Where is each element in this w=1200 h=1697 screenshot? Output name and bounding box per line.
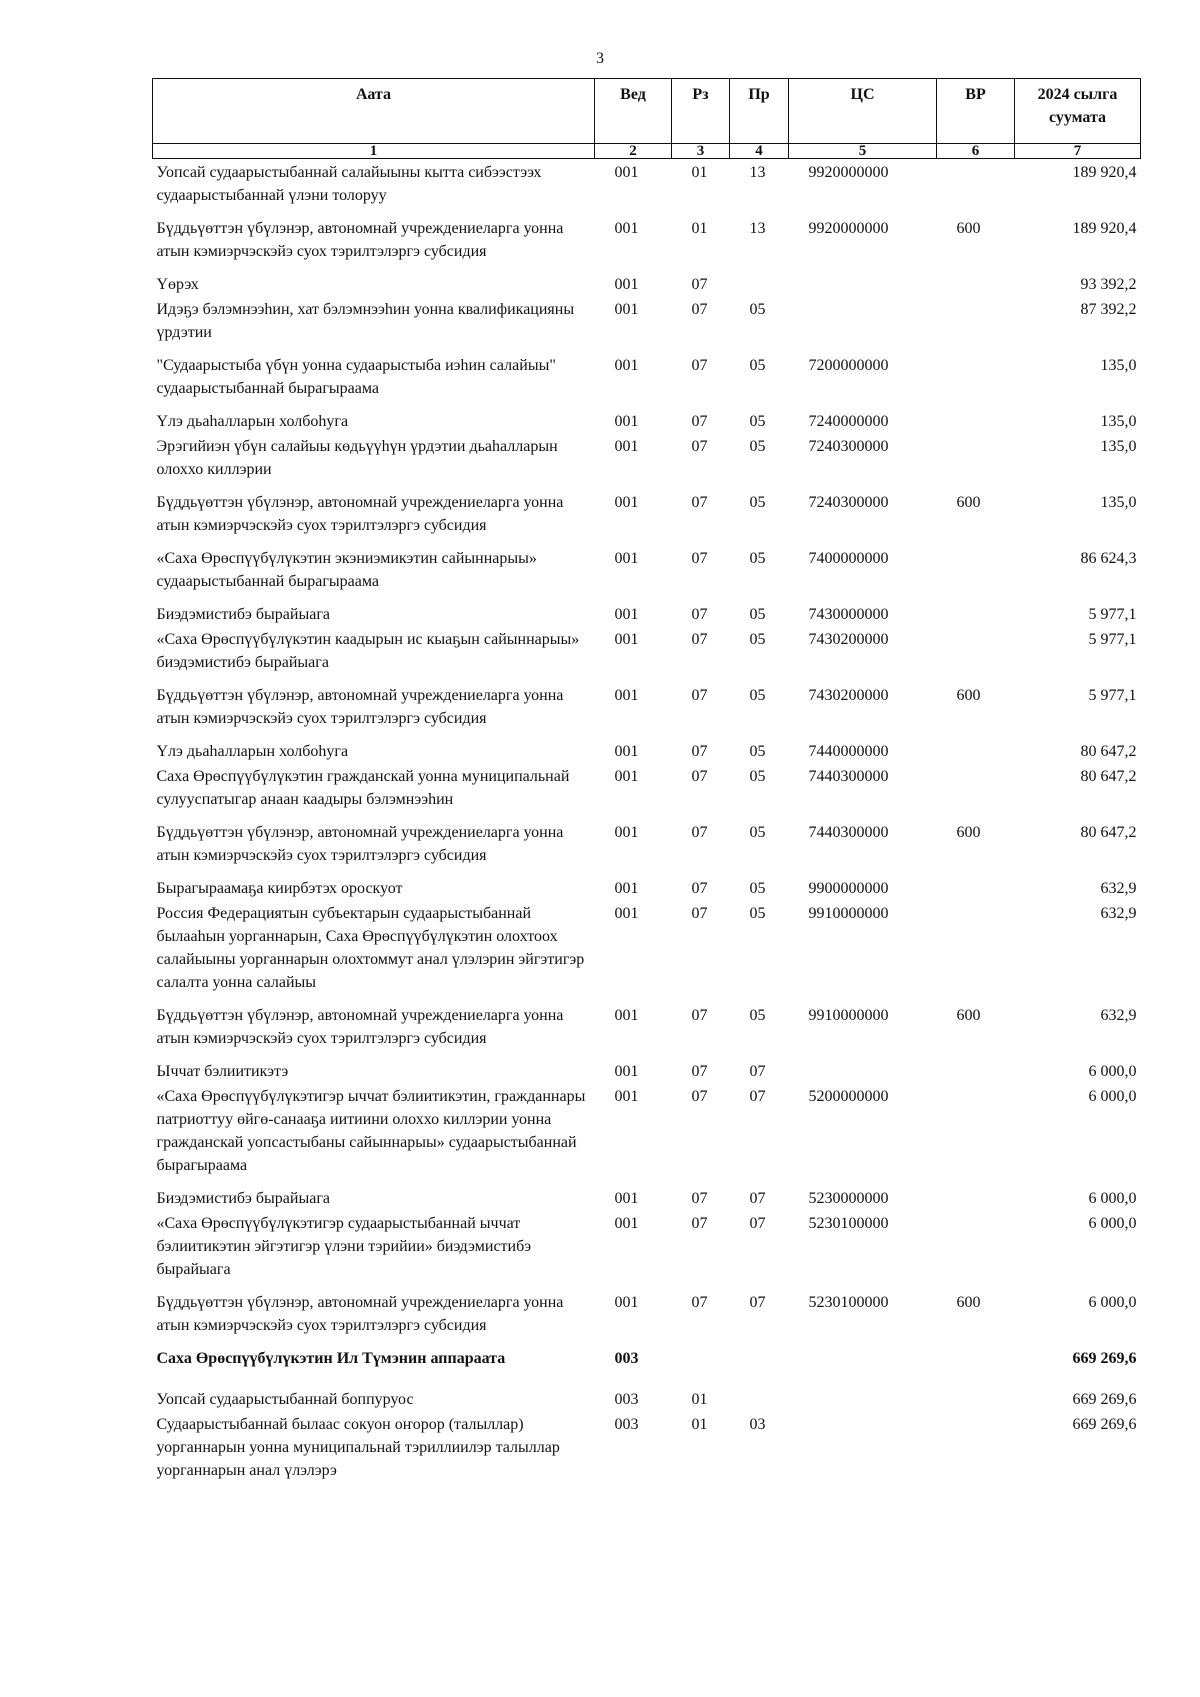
row-cs: 9920000000 xyxy=(808,164,889,181)
row-ved: 001 xyxy=(614,631,639,648)
row-pr: 05 xyxy=(749,631,766,648)
row-pr: 07 xyxy=(749,1294,766,1311)
row-cs: 7440300000 xyxy=(808,768,889,785)
row-name: «Саха Өрөспүүбүлүкэтигэр судаарыстыбаннай ыччат бэлиитикэтин эйгэтигэр үлэни тэрийии» биэдэмистибэ бырайыага xyxy=(156,1215,532,1278)
table-row xyxy=(153,1345,1141,1386)
row-cs: 5230100000 xyxy=(808,1215,889,1232)
row-cs xyxy=(789,271,937,296)
row-pr: 05 xyxy=(749,550,766,567)
row-amount: 632,9 xyxy=(1100,1007,1137,1024)
budget-table xyxy=(152,78,1141,1490)
row-name: Россия Федерациятын субъектарын судаарыстыбаннай былааһын уорганнарын, Саха Өрөспүүбүлүкэтин олохтоох салайыыны уорганнарын олохтоммут анал үлэлэрин эйгэтигэр салалта уонна салайыы xyxy=(156,905,585,991)
row-ved: 003 xyxy=(614,1350,639,1367)
row-amount: 189 920,4 xyxy=(1072,164,1137,181)
row-cs: 9900000000 xyxy=(808,880,889,897)
row-ved: 001 xyxy=(614,276,639,293)
row-amount: 5 977,1 xyxy=(1088,631,1137,648)
header-ved: Вед xyxy=(595,79,672,144)
row-ved: 001 xyxy=(614,1294,639,1311)
row-vr xyxy=(937,271,1015,296)
row-amount: 86 624,3 xyxy=(1080,550,1137,567)
row-name: Уопсай судаарыстыбаннай салайыыны кытта сибээстээх судаарыстыбаннай үлэни толоруу xyxy=(156,164,542,204)
row-vr: 600 xyxy=(956,1294,981,1311)
row-ved: 001 xyxy=(614,438,639,455)
row-pr: 07 xyxy=(749,1190,766,1207)
row-vr xyxy=(937,601,1015,626)
row-amount: 80 647,2 xyxy=(1080,768,1137,785)
row-cs: 7240300000 xyxy=(808,494,889,511)
header-aata: Аата xyxy=(153,79,595,144)
row-amount: 5 977,1 xyxy=(1088,687,1137,704)
table-header-row xyxy=(153,79,1141,144)
row-amount: 669 269,6 xyxy=(1072,1350,1137,1367)
page-number: 3 xyxy=(596,50,604,67)
table-row xyxy=(153,900,1141,1002)
table-row xyxy=(153,433,1141,489)
table-row xyxy=(153,763,1141,819)
row-ved: 001 xyxy=(614,743,639,760)
row-cs: 7440000000 xyxy=(808,743,889,760)
row-rz: 07 xyxy=(691,276,708,293)
column-number: 7 xyxy=(1015,144,1141,159)
row-amount: 6 000,0 xyxy=(1088,1063,1137,1080)
row-amount: 135,0 xyxy=(1100,413,1137,430)
table-row xyxy=(153,875,1141,900)
row-amount: 135,0 xyxy=(1100,438,1137,455)
row-name: Уопсай судаарыстыбаннай боппуруос xyxy=(156,1391,414,1408)
table-row xyxy=(153,601,1141,626)
row-cs xyxy=(789,1345,937,1386)
table-row xyxy=(153,489,1141,545)
row-name: Ыччат бэлиитикэтэ xyxy=(156,1063,289,1080)
row-pr: 05 xyxy=(749,743,766,760)
row-ved: 001 xyxy=(614,1190,639,1207)
row-vr: 600 xyxy=(956,220,981,237)
row-name: Бырагыраамаҕа киирбэтэх ороскуот xyxy=(156,880,403,897)
table-row xyxy=(153,215,1141,271)
row-ved: 001 xyxy=(614,550,639,567)
row-ved: 001 xyxy=(614,606,639,623)
row-cs xyxy=(789,1386,937,1411)
row-pr: 05 xyxy=(749,1007,766,1024)
row-rz: 01 xyxy=(691,1391,708,1408)
row-pr: 05 xyxy=(749,905,766,922)
row-amount: 6 000,0 xyxy=(1088,1190,1137,1207)
row-pr: 05 xyxy=(749,880,766,897)
table-row xyxy=(153,1002,1141,1058)
row-amount: 669 269,6 xyxy=(1072,1416,1137,1433)
row-pr: 07 xyxy=(749,1088,766,1105)
row-amount: 87 392,2 xyxy=(1080,301,1137,318)
row-pr: 05 xyxy=(749,768,766,785)
table-row xyxy=(153,1411,1141,1490)
row-cs: 7430000000 xyxy=(808,606,889,623)
row-rz: 07 xyxy=(691,494,708,511)
row-ved: 001 xyxy=(614,220,639,237)
row-rz: 07 xyxy=(691,1294,708,1311)
row-vr xyxy=(937,1345,1015,1386)
row-rz: 07 xyxy=(691,438,708,455)
row-vr: 600 xyxy=(956,1007,981,1024)
table-row xyxy=(153,1185,1141,1210)
row-rz: 01 xyxy=(691,1416,708,1433)
table-row xyxy=(153,1083,1141,1185)
row-name: "Судаарыстыба үбүн уонна судаарыстыба иэһин салайыы" судаарыстыбаннай бырагыраама xyxy=(156,357,556,397)
row-name: Үөрэх xyxy=(156,276,199,293)
row-rz: 07 xyxy=(691,687,708,704)
row-pr xyxy=(730,271,789,296)
row-name: «Саха Өрөспүүбүлүкэтин каадырын ис кыаҕын сайыннарыы» биэдэмистибэ бырайыага xyxy=(156,631,580,671)
row-amount: 189 920,4 xyxy=(1072,220,1137,237)
row-vr xyxy=(937,875,1015,900)
row-rz: 07 xyxy=(691,357,708,374)
row-rz: 07 xyxy=(691,631,708,648)
row-rz: 07 xyxy=(691,550,708,567)
row-ved: 001 xyxy=(614,1007,639,1024)
table-row xyxy=(153,738,1141,763)
row-vr xyxy=(937,1210,1015,1289)
header-pr: Пр xyxy=(730,79,789,144)
row-vr: 600 xyxy=(956,687,981,704)
table-row xyxy=(153,819,1141,875)
table-row xyxy=(153,271,1141,296)
row-pr: 13 xyxy=(749,164,766,181)
row-rz: 07 xyxy=(691,1190,708,1207)
row-cs: 9910000000 xyxy=(808,1007,889,1024)
row-ved: 001 xyxy=(614,357,639,374)
column-number: 4 xyxy=(730,144,789,159)
row-cs: 7430200000 xyxy=(808,631,889,648)
row-cs xyxy=(789,296,937,352)
row-rz: 07 xyxy=(691,606,708,623)
row-cs: 9910000000 xyxy=(808,905,889,922)
row-name: Үлэ дьаһалларын холбоһуга xyxy=(156,743,349,760)
row-pr: 05 xyxy=(749,494,766,511)
table-row xyxy=(153,159,1141,216)
row-name: Эрэгийиэн үбүн салайыы көдьүүһүн үрдэтии дьаһалларын олоххо киллэрии xyxy=(156,438,558,478)
row-name: Бүддьүөттэн үбүлэнэр, автономнай учреждениеларга уонна атын кэмиэрчэскэйэ суох тэрилтэлэргэ субсидия xyxy=(156,1007,564,1047)
row-ved: 001 xyxy=(614,1063,639,1080)
row-cs: 7200000000 xyxy=(808,357,889,374)
row-vr xyxy=(937,1083,1015,1185)
column-number: 2 xyxy=(595,144,672,159)
row-amount: 80 647,2 xyxy=(1080,824,1137,841)
row-ved: 001 xyxy=(614,494,639,511)
table-row xyxy=(153,352,1141,408)
row-ved: 001 xyxy=(614,301,639,318)
row-vr xyxy=(937,408,1015,433)
table-row xyxy=(153,682,1141,738)
row-pr xyxy=(730,1386,789,1411)
row-pr: 05 xyxy=(749,824,766,841)
row-ved: 001 xyxy=(614,1215,639,1232)
table-row xyxy=(153,1210,1141,1289)
budget-sheet xyxy=(152,78,1140,1490)
row-vr: 600 xyxy=(956,824,981,841)
row-pr: 05 xyxy=(749,606,766,623)
row-amount: 632,9 xyxy=(1100,905,1137,922)
table-row xyxy=(153,408,1141,433)
row-ved: 001 xyxy=(614,880,639,897)
row-pr xyxy=(730,1345,789,1386)
row-pr: 05 xyxy=(749,301,766,318)
row-amount: 93 392,2 xyxy=(1080,276,1137,293)
row-cs: 7240300000 xyxy=(808,438,889,455)
column-number-row xyxy=(153,144,1141,159)
row-rz: 07 xyxy=(691,905,708,922)
row-rz: 07 xyxy=(691,824,708,841)
column-number: 5 xyxy=(789,144,937,159)
row-name: Бүддьүөттэн үбүлэнэр, автономнай учреждениеларга уонна атын кэмиэрчэскэйэ суох тэрилтэлэргэ субсидия xyxy=(156,220,564,260)
row-name: Судаарыстыбаннай былаас сокуон оҥорор (талыллар) уорганнарын уонна муниципальнай тэриллиилэр талыллар уорганнарын анал үлэлэрэ xyxy=(156,1416,560,1479)
row-vr xyxy=(937,1185,1015,1210)
row-rz: 01 xyxy=(691,164,708,181)
row-name: Бүддьүөттэн үбүлэнэр, автономнай учреждениеларга уонна атын кэмиэрчэскэйэ суох тэрилтэлэргэ субсидия xyxy=(156,687,564,727)
header-rz: Рз xyxy=(672,79,730,144)
row-vr xyxy=(937,1058,1015,1083)
row-name: «Саха Өрөспүүбүлүкэтигэр ыччат бэлиитикэтин, гражданнары патриоттуу өйгө-санааҕа иитиини олоххо киллэрии уонна гражданскай уопсастыбаны сайыннарыы» судаарыстыбаннай бырагыраама xyxy=(156,1088,586,1174)
row-cs xyxy=(789,1411,937,1490)
table-row xyxy=(153,1386,1141,1411)
row-vr xyxy=(937,738,1015,763)
row-rz: 07 xyxy=(691,1063,708,1080)
row-pr: 05 xyxy=(749,687,766,704)
row-pr: 07 xyxy=(749,1215,766,1232)
row-rz: 07 xyxy=(691,768,708,785)
row-cs: 7440300000 xyxy=(808,824,889,841)
header-amount: 2024 сылга суумата xyxy=(1015,79,1141,144)
row-ved: 003 xyxy=(614,1391,639,1408)
row-rz: 07 xyxy=(691,301,708,318)
row-vr xyxy=(937,763,1015,819)
row-cs: 5200000000 xyxy=(808,1088,889,1105)
row-amount: 669 269,6 xyxy=(1072,1391,1137,1408)
row-rz: 07 xyxy=(691,1215,708,1232)
row-pr: 03 xyxy=(749,1416,766,1433)
table-row xyxy=(153,296,1141,352)
row-cs xyxy=(789,1058,937,1083)
column-number: 6 xyxy=(937,144,1015,159)
row-ved: 001 xyxy=(614,905,639,922)
row-pr: 13 xyxy=(749,220,766,237)
row-vr xyxy=(937,900,1015,1002)
row-amount: 5 977,1 xyxy=(1088,606,1137,623)
row-ved: 001 xyxy=(614,824,639,841)
row-vr xyxy=(937,296,1015,352)
row-vr xyxy=(937,352,1015,408)
row-amount: 135,0 xyxy=(1100,357,1137,374)
column-number: 1 xyxy=(153,144,595,159)
row-vr xyxy=(937,545,1015,601)
row-cs: 7430200000 xyxy=(808,687,889,704)
row-name: Биэдэмистибэ бырайыага xyxy=(156,606,330,623)
row-ved: 001 xyxy=(614,413,639,430)
row-vr: 600 xyxy=(956,494,981,511)
row-cs: 5230100000 xyxy=(808,1294,889,1311)
table-row xyxy=(153,545,1141,601)
row-pr: 05 xyxy=(749,438,766,455)
row-ved: 001 xyxy=(614,164,639,181)
row-amount: 80 647,2 xyxy=(1080,743,1137,760)
row-cs: 9920000000 xyxy=(808,220,889,237)
table-row xyxy=(153,1058,1141,1083)
row-name: Идэҕэ бэлэмнээһин, хат бэлэмнээһин уонна квалификацияны үрдэтии xyxy=(156,301,575,341)
row-name: Бүддьүөттэн үбүлэнэр, автономнай учреждениеларга уонна атын кэмиэрчэскэйэ суох тэрилтэлэргэ субсидия xyxy=(156,1294,564,1334)
row-ved: 001 xyxy=(614,768,639,785)
table-body xyxy=(153,159,1141,1491)
row-rz: 07 xyxy=(691,880,708,897)
header-cs: ЦС xyxy=(789,79,937,144)
row-name: Үлэ дьаһалларын холбоһуга xyxy=(156,413,349,430)
row-name: «Саха Өрөспүүбүлүкэтин экэниэмикэтин сайыннарыы» судаарыстыбаннай бырагыраама xyxy=(156,550,537,590)
table-row xyxy=(153,1289,1141,1345)
row-vr xyxy=(937,433,1015,489)
row-ved: 001 xyxy=(614,687,639,704)
row-pr: 05 xyxy=(749,357,766,374)
table-row xyxy=(153,626,1141,682)
row-name: Саха Өрөспүүбүлүкэтин гражданскай уонна муниципальнай сулууспатыгар анаан каадыры бэлэмнээһин xyxy=(156,768,570,808)
row-rz: 07 xyxy=(691,1007,708,1024)
row-amount: 135,0 xyxy=(1100,494,1137,511)
row-pr: 05 xyxy=(749,413,766,430)
row-name: Бүддьүөттэн үбүлэнэр, автономнай учреждениеларга уонна атын кэмиэрчэскэйэ суох тэрилтэлэргэ субсидия xyxy=(156,494,564,534)
row-amount: 6 000,0 xyxy=(1088,1294,1137,1311)
row-amount: 6 000,0 xyxy=(1088,1088,1137,1105)
row-rz xyxy=(672,1345,730,1386)
row-rz: 01 xyxy=(691,220,708,237)
row-vr xyxy=(937,159,1015,216)
row-name: Саха Өрөспүүбүлүкэтин Ил Түмэнин аппараата xyxy=(156,1350,506,1367)
row-cs: 7400000000 xyxy=(808,550,889,567)
row-cs: 5230000000 xyxy=(808,1190,889,1207)
row-vr xyxy=(937,1386,1015,1411)
row-vr xyxy=(937,626,1015,682)
row-name: Биэдэмистибэ бырайыага xyxy=(156,1190,330,1207)
row-amount: 632,9 xyxy=(1100,880,1137,897)
column-number: 3 xyxy=(672,144,730,159)
row-rz: 07 xyxy=(691,743,708,760)
row-cs: 7240000000 xyxy=(808,413,889,430)
row-rz: 07 xyxy=(691,413,708,430)
row-ved: 003 xyxy=(614,1416,639,1433)
row-ved: 001 xyxy=(614,1088,639,1105)
row-name: Бүддьүөттэн үбүлэнэр, автономнай учреждениеларга уонна атын кэмиэрчэскэйэ суох тэрилтэлэргэ субсидия xyxy=(156,824,564,864)
row-pr: 07 xyxy=(749,1063,766,1080)
row-amount: 6 000,0 xyxy=(1088,1215,1137,1232)
header-vr: ВР xyxy=(937,79,1015,144)
row-vr xyxy=(937,1411,1015,1490)
row-rz: 07 xyxy=(691,1088,708,1105)
